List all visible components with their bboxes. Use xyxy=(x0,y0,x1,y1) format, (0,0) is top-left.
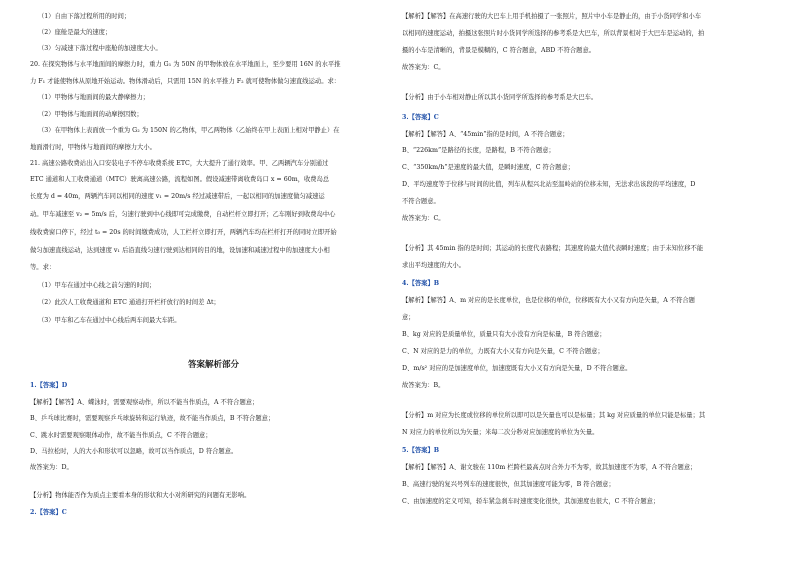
answer-label: 1.【答案】D xyxy=(30,382,68,389)
answer-2-analysis: 【分析】由于小车相对静止所以其小货同学所选择的参考系是大巴车。 xyxy=(402,94,598,101)
answer-4-line: 【解析】【解答】A、m 对应的是长度单位，也是位移的单位，位移既有大小又有方向是矢量，A 不符合题 xyxy=(402,297,695,304)
answer-4-line: B、kg 对应的是质量单位，质量只有大小没有方向是标量，B 符合题意； xyxy=(402,331,606,338)
answer-2-line: 故答案为：C。 xyxy=(402,64,445,71)
answer-3-analysis: 【分析】其 45min 指的是时间；其运动的长度代表路程；其速度的最大值代表瞬时速度；由于未知位移不能 xyxy=(402,245,704,252)
answer-1-line: C、跳水时需要观察眼体动作，故不能当作质点，C 不符合题意； xyxy=(30,432,212,439)
answer-2-heading xyxy=(30,508,397,517)
answer-3-line: 不符合题意。 xyxy=(402,198,440,205)
answer-4-heading xyxy=(402,279,769,288)
section-title: 答案解析部分 xyxy=(187,360,239,370)
question-line: （2）座舱是最大的速度； xyxy=(38,29,112,36)
question-line: 力 F₁ 才能使物体从原地开始运动。物体滑动后，只需用 15N 的水平推力 F₂ 就可使物体做匀速直线运动。求： xyxy=(30,78,341,85)
question-line: 动。甲车减速至 v₂ = 5m/s 后，匀速行驶到中心线即可完成缴费，自动栏杆立即打开；乙车刚好到收费岛中心 xyxy=(30,211,336,218)
answer-4-analysis: 【分析】m 对应为长度或位移的单位所以即可以是矢量也可以是标量；其 kg 对应质量的单位只能是标量；其 xyxy=(402,412,706,419)
answer-4-line: D、m/s² 对应的是加速度单位，加速度既有大小又有方向是矢量，D 不符合题意。 xyxy=(402,365,632,372)
answer-2-line: 摄的小车是清晰的，背景是模糊的，C 符合题意，ABD 不符合题意。 xyxy=(402,47,596,54)
answer-3-analysis: 求出平均速度的大小。 xyxy=(402,262,465,269)
answer-2-line: 以相同的速度运动，拍摄这张照片时小货同学所选择的参考系是大巴车，所以背景相对于大巴车是运动的，拍 xyxy=(402,30,705,37)
answer-4-line: C、N 对应的是力的单位，力既有大小又有方向是矢量，C 不符合题意； xyxy=(402,348,604,355)
question-line: （2）甲物体与地面间的动摩擦因数； xyxy=(38,111,143,118)
question-line: 地面滑行时，甲物体与地面间的摩擦力大小。 xyxy=(30,144,156,151)
answer-2-line: 【解析】【解答】在高速行驶的大巴车上用手机拍摄了一张照片，照片中小车是静止的，由于小货同学和小车 xyxy=(402,13,702,20)
question-line: （2）此次人工收费通道和 ETC 通道打开栏杆放行的时间差 Δt； xyxy=(38,299,220,306)
answer-1-line: D、马拉松时，人的大小和形状可以忽略，故可以当作质点，D 符合题意。 xyxy=(30,448,238,455)
answer-3-line: 故答案为：C。 xyxy=(402,215,445,222)
answer-5-line: B、高速行驶的复兴号列车的速度很快，但其加速度可能为零，B 符合题意； xyxy=(402,481,615,488)
question-line: （1）甲车在通过中心线之前匀速的时间； xyxy=(38,282,156,289)
question-line: （3）在甲物体上表面放一个重为 G₂ 为 150N 的乙物体，甲乙两物体（乙始终在甲上表面上相对甲静止）在 xyxy=(38,127,340,134)
question-line: 等。求： xyxy=(30,264,56,271)
answer-3-heading xyxy=(402,113,769,122)
answer-3-line: D、平均速度等于位移与时间的比值，列车从程兴北站至温岭站的位移未知，无法求出该段的平均速度，D xyxy=(402,181,696,188)
left-column xyxy=(30,0,397,561)
question-line: 线收费窗口停下，经过 t₀ = 20s 的时间缴费成功，人工栏杆立即打开，两辆汽车均在栏杆打开的同时立即开始 xyxy=(30,229,337,236)
question-line: 20. 在探究物体与水平地面间的摩擦力时，重力 G₁ 为 50N 的甲物体放在水平地面上，至少要用 16N 的水平推 xyxy=(30,61,341,68)
answer-5-line: 【解析】【解答】A、谢文骏在 110m 栏跨栏最高点时合外力不为零，故其加速度不为零，A 不符合题意； xyxy=(402,464,697,471)
answer-1-line: B、乒乓球比赛时，需要观察乒乓球旋转和运行轨迹，故不能当作质点，B 不符合题意； xyxy=(30,415,275,422)
answer-label: 2.【答案】C xyxy=(30,509,67,516)
question-line: 长度为 d = 40m，两辆汽车同以相同的速度 v₁ = 20m/s 经过减速带后，一起以相同的加速度做匀减速运 xyxy=(30,193,325,200)
answer-label: 5.【答案】B xyxy=(402,447,440,454)
answer-4-line: 故答案为：B。 xyxy=(402,382,445,389)
answer-3-line: B、“226km”是路径的长度，是路程，B 不符合题意； xyxy=(402,147,555,154)
answer-4-line: 意； xyxy=(402,314,415,321)
question-line: （3）甲车和乙车在通过中心线后两车间最大车距。 xyxy=(38,317,181,324)
answer-1-line: 【解析】【解答】A、蝶泳时，需要观察动作，所以不能当作质点，A 不符合题意； xyxy=(30,399,259,406)
answer-1-heading xyxy=(30,381,397,390)
answer-3-line: 【解析】【解答】A、“45min”指的是时间，A 不符合题意； xyxy=(402,131,569,138)
question-line: ETC 通道和人工收费通道（MTC）驶离高速公路，流程如图。假设减速带离收费岛口 x = 60m，收费岛总 xyxy=(30,176,330,183)
answer-1-analysis: 【分析】物体能否作为质点主要看本身的形状和大小对所研究的问题有无影响。 xyxy=(30,492,251,499)
question-line: 21. 高速公路收费站出入口安装电子不停车收费系统 ETC，大大提升了通行效率。甲、乙两辆汽车分别通过 xyxy=(30,160,329,167)
answer-3-line: C、“350km/h”是速度的最大值，是瞬时速度，C 符合题意； xyxy=(402,164,574,171)
answer-label: 4.【答案】B xyxy=(402,280,440,287)
question-line: （1）甲物体与地面间的最大静摩擦力； xyxy=(38,94,150,101)
question-line: （3）匀减速下落过程中座舱的加速度大小。 xyxy=(38,45,162,52)
answer-5-line: C、由加速度的定义可知，轿车紧急刹车时速度变化很快，其加速度也很大，C 不符合题意； xyxy=(402,498,660,505)
question-line: 做匀加速直线运动，达到速度 v₁ 后沿直线匀速行驶到达相同的目的地，设加速和减速过程中的加速度大小相 xyxy=(30,247,330,254)
right-column xyxy=(402,0,769,561)
answer-5-heading xyxy=(402,446,769,455)
answer-label: 3.【答案】C xyxy=(402,114,439,121)
question-line: （1）自由下落过程所用的时间； xyxy=(38,13,131,20)
answer-1-line: 故答案为：D。 xyxy=(30,464,73,471)
answer-4-analysis: N 对应力的单位所以为矢量；米每二次分秒对应加速度的单位为矢量。 xyxy=(402,429,599,436)
